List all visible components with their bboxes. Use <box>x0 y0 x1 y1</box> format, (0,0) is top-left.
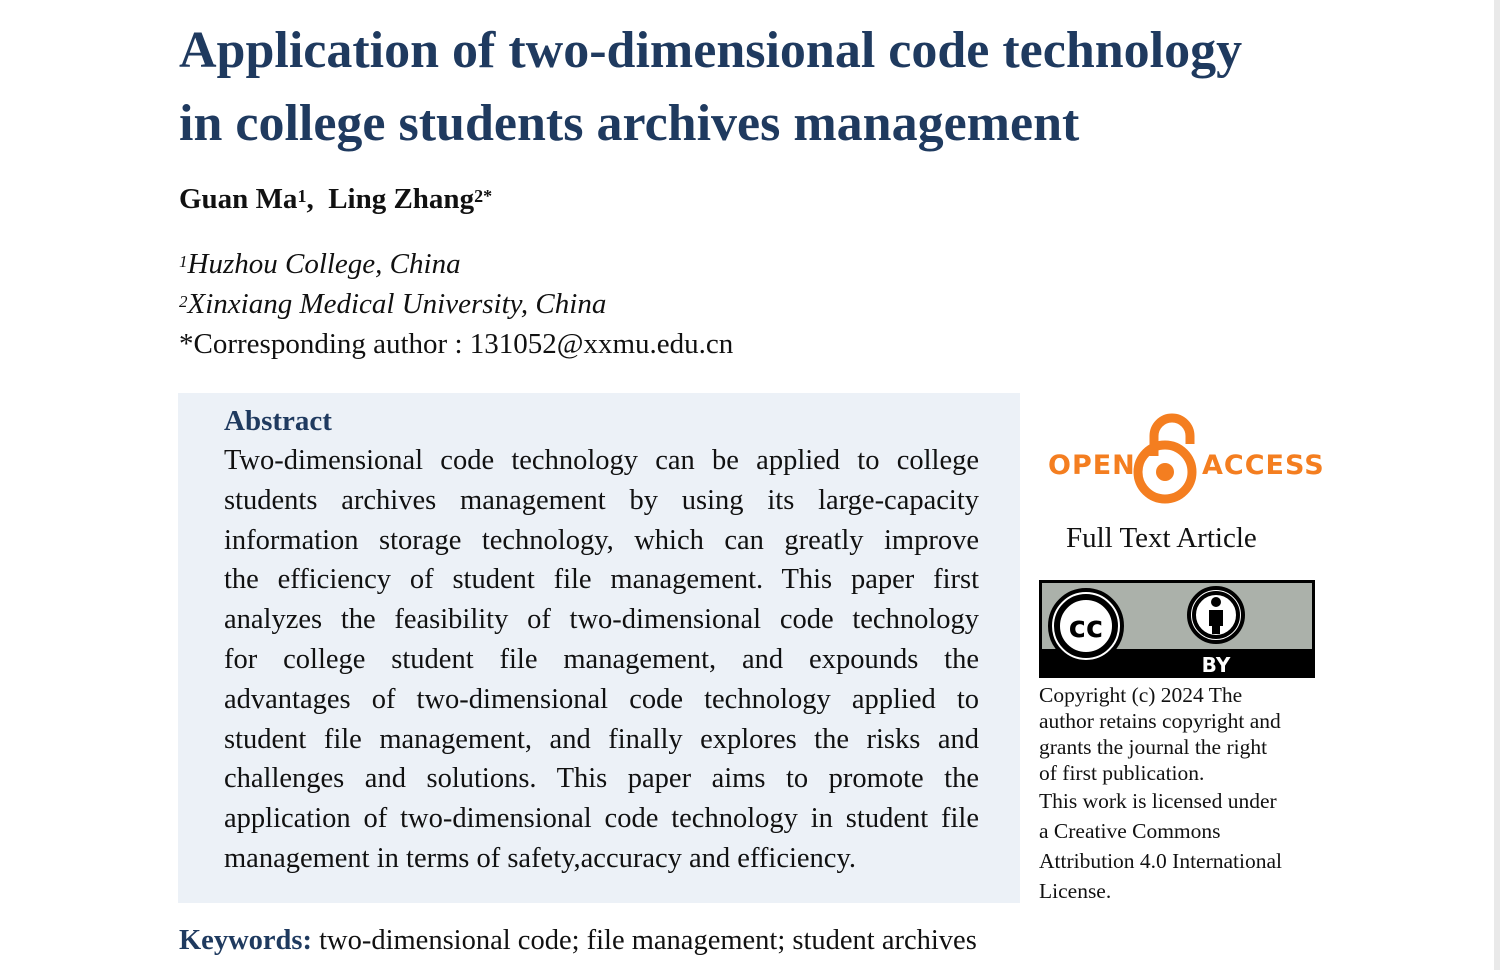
open-access-access-word: ACCESS <box>1202 450 1325 481</box>
paper-title-line-1: Application of two-dimensional code technology <box>179 22 1243 79</box>
copyright-line: author retains copyright and <box>1039 709 1281 733</box>
copyright-notice <box>1039 682 1329 906</box>
affiliation-text: Xinxiang Medical University, China <box>187 288 607 320</box>
abstract-section <box>178 393 1020 903</box>
svg-text:cc: cc <box>1068 610 1104 644</box>
abstract-line: advantages of two-dimensional code technology applied to <box>224 683 979 715</box>
paper-title <box>179 14 1379 160</box>
cc-by-license-badge <box>1039 580 1315 678</box>
author-affiliation-mark: 2* <box>474 186 493 206</box>
license-line: This work is licensed under <box>1039 789 1277 813</box>
full-text-label: Full Text Article <box>1066 522 1257 554</box>
corresponding-author: *Corresponding author : 131052@xxmu.edu.cn <box>179 328 734 360</box>
keywords-label: Keywords: <box>179 925 312 956</box>
abstract-line: student file management, and finally explores the risks and <box>224 723 979 755</box>
license-line: License. <box>1039 879 1112 903</box>
affiliation-text: Huzhou College, China <box>187 248 461 280</box>
abstract-line: management in terms of safety,accuracy and efficiency. <box>224 842 856 874</box>
author-list: Guan Ma$^1$, Ling Zhang$^{2*}$ <box>179 183 493 215</box>
abstract-line: information storage technology, which can greatly improve <box>224 524 979 556</box>
abstract-line: analyzes the feasibility of two-dimensional code technology <box>224 604 979 636</box>
affiliation-item <box>179 284 733 324</box>
paper-title-line-2: in college students archives management <box>179 95 1080 152</box>
keywords <box>179 922 977 960</box>
open-access-logo <box>1046 408 1325 508</box>
affiliation-mark: 2 <box>179 292 188 311</box>
affiliations <box>179 244 733 364</box>
abstract-body <box>224 441 979 879</box>
abstract-line: Two-dimensional code technology can be applied to college <box>224 445 979 476</box>
license-line: a Creative Commons <box>1039 819 1221 843</box>
open-access-open-word: OPEN <box>1048 450 1136 481</box>
author-name: Guan Ma <box>179 183 298 215</box>
abstract-line: students archives management by using its large-capacity <box>224 484 979 516</box>
abstract-line: for college student file management, and expounds the <box>224 643 979 675</box>
affiliation-mark: 1 <box>179 252 188 271</box>
author-name: Ling Zhang <box>328 183 475 215</box>
copyright-line: grants the journal the right <box>1039 735 1268 759</box>
cc-by-text: BY <box>1201 653 1231 677</box>
open-lock-icon <box>1132 408 1212 508</box>
abstract-line: challenges and solutions. This paper aims to promote the <box>224 763 979 795</box>
copyright-line: of first publication. <box>1039 761 1205 785</box>
abstract-line: the efficiency of student file management. This paper first <box>224 564 979 596</box>
license-line: Attribution 4.0 International <box>1039 849 1283 873</box>
keywords-text: two-dimensional code; file management; student archives <box>319 925 977 956</box>
affiliation-item <box>179 244 733 284</box>
abstract-heading: Abstract <box>224 405 332 437</box>
abstract-line: application of two-dimensional code technology in student file <box>224 803 979 835</box>
author-affiliation-mark: 1 <box>297 186 307 206</box>
copyright-line: Copyright (c) 2024 The <box>1039 683 1243 707</box>
page-edge-shadow <box>1494 0 1500 970</box>
